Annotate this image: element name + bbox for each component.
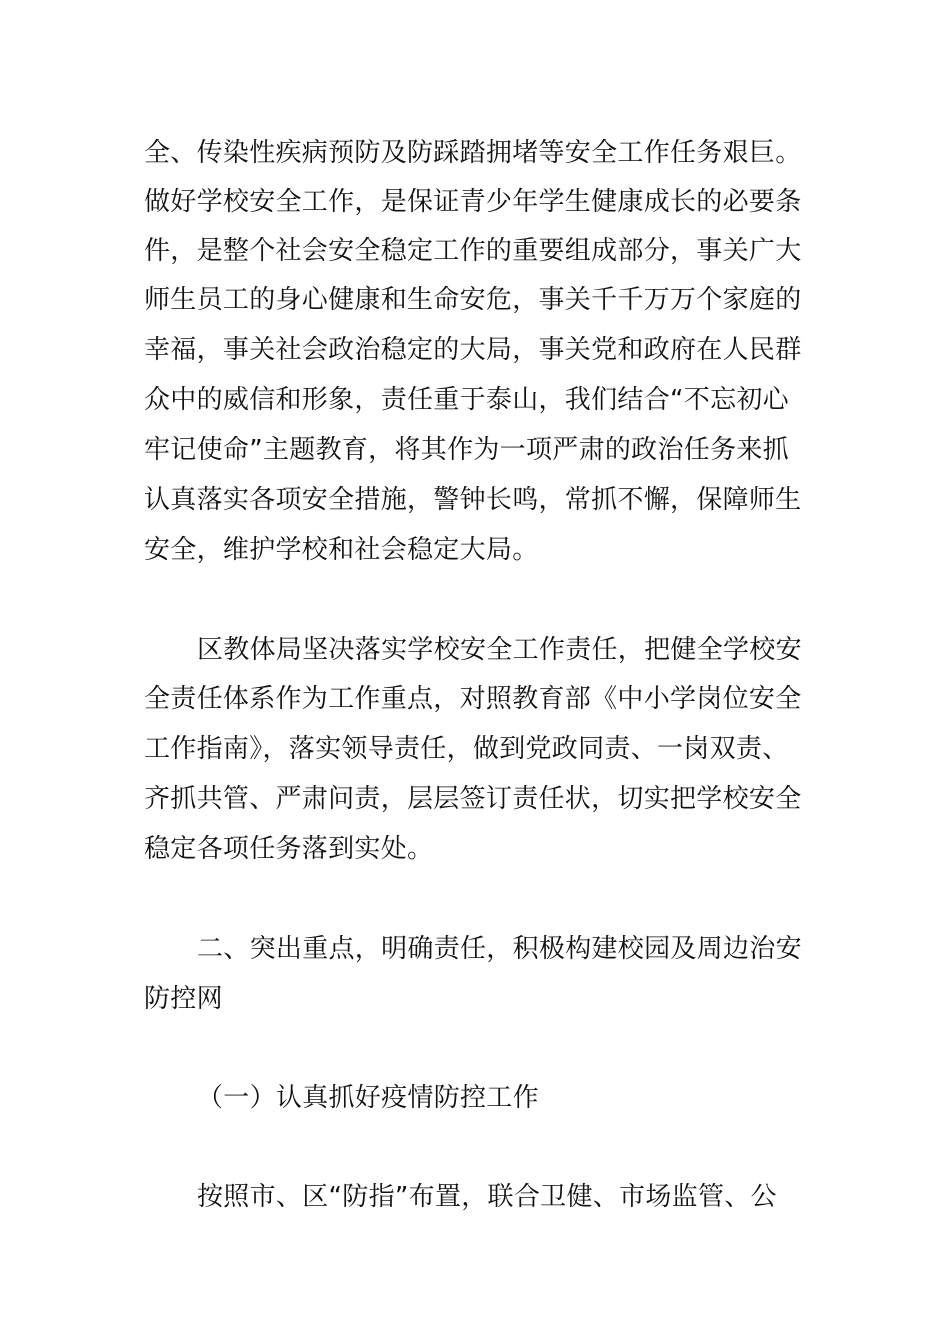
paragraph-line: 牢记使命”主题教育，将其作为一项严肃的政治任务来抓: [144, 435, 789, 465]
paragraph-line: 师生员工的身心健康和生命安危，事关千千万万个家庭的: [144, 285, 802, 315]
paragraph-line: 全责任体系作为工作重点，对照教育部《中小学岗位安全: [144, 684, 802, 714]
section-heading: 防控网: [144, 984, 223, 1014]
paragraph-line: 做好学校安全工作，是保证青少年学生健康成长的必要条: [144, 187, 802, 217]
paragraph-line: 区教体局坚决落实学校安全工作责任，把健全学校安: [197, 635, 802, 665]
paragraph-line: 件，是整个社会安全稳定工作的重要组成部分，事关广大: [144, 236, 802, 266]
section-heading: 二、突出重点，明确责任，积极构建校园及周边治安: [197, 934, 802, 964]
paragraph-line: 稳定各项任务落到实处。: [144, 834, 434, 864]
paragraph-line: 安全，维护学校和社会稳定大局。: [144, 535, 539, 565]
paragraph-line: 齐抓共管、严肃问责，层层签订责任状，切实把学校安全: [144, 784, 802, 814]
paragraph-line: 工作指南》，落实领导责任，做到党政同责、一岗双责、: [144, 734, 789, 764]
subsection-heading: （一）认真抓好疫情防控工作: [197, 1083, 539, 1113]
paragraph-line: 众中的威信和形象，责任重于泰山，我们结合“不忘初心: [144, 385, 789, 415]
paragraph-line: 按照市、区“防指”布置，联合卫健、市场监管、公: [197, 1182, 777, 1212]
paragraph-line: 全、传染性疾病预防及防踩踏拥堵等安全工作任务艰巨。: [144, 138, 802, 168]
paragraph-line: 认真落实各项安全措施，警钟长鸣，常抓不懈，保障师生: [144, 485, 802, 515]
paragraph-line: 幸福，事关社会政治稳定的大局，事关党和政府在人民群: [144, 335, 802, 365]
